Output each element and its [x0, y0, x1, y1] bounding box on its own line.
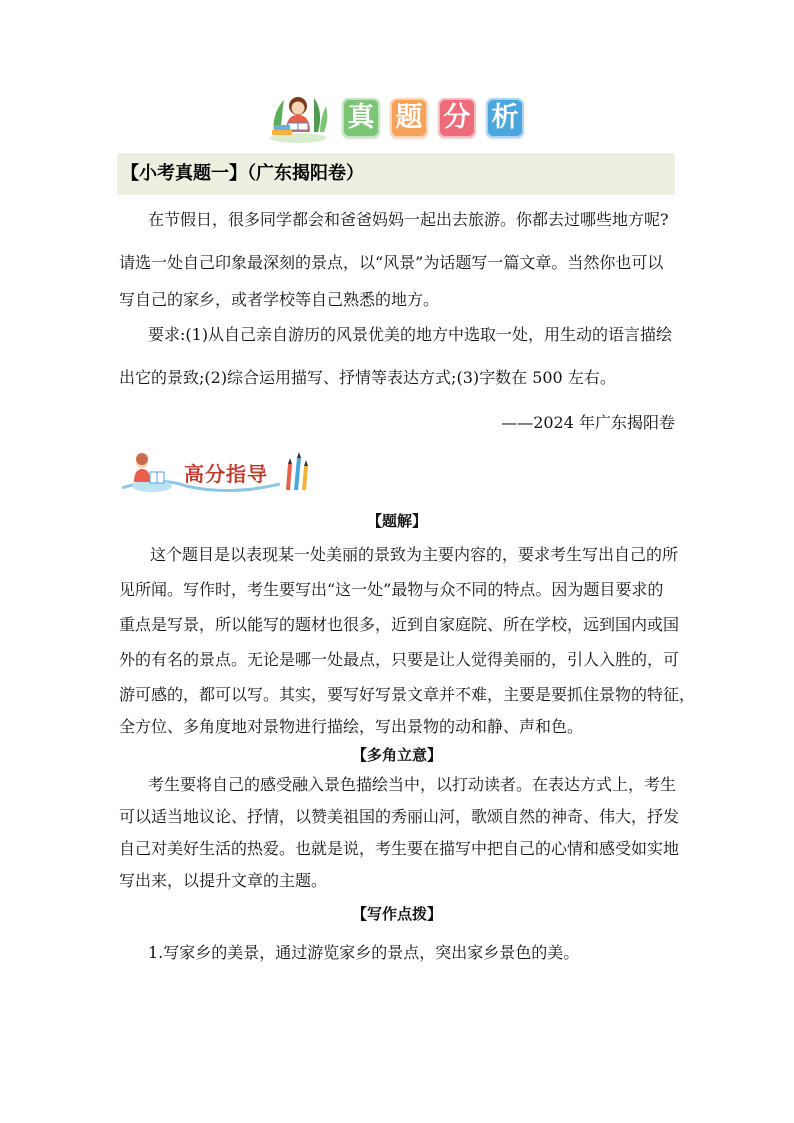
tijie-line: 游可感的，都可以写。其实，要写好写景文章并不难，主要是要抓住景物的特征，: [119, 685, 696, 704]
duojiao-line: 写出来，以提升文章的主题。: [119, 871, 328, 890]
duojiao-liyi-heading: 【多角立意】: [351, 746, 442, 764]
duojiao-line: 考生要将自己的感受融入景色描绘当中，以打动读者。在表达方式上，考生: [148, 775, 677, 794]
tijie-line: 全方位、多角度地对景物进行描绘，写出景物的动和静、声和色。: [119, 717, 584, 736]
tijie-line: 见所闻。写作时，考生要写出“这一处”最物与众不同的特点。因为题目要求的: [119, 580, 664, 599]
tijie-line: 这个题目是以表现某一处美丽的景致为主要内容的，要求考生写出自己的所: [150, 545, 679, 564]
section-title: 高分指导: [184, 462, 268, 486]
duojiao-line: 可以适当地议论、抒情，以赞美祖国的秀丽山河，歌颂自然的神奇、伟大，抒发: [119, 807, 680, 826]
zhenti-fenxi-banner: [268, 88, 538, 144]
question-line: 要求:(1)从自己亲自游历的风景优美的地方中选取一处，用生动的语言描绘: [148, 325, 673, 344]
banner-tile-fen: 分: [438, 98, 476, 138]
banner-tile-ti: 题: [390, 98, 428, 138]
tijie-line: 重点是写景，所以能写的题材也很多，近到自家庭院、所在学校，远到国内或国: [119, 615, 680, 634]
tijie-heading: 【题解】: [366, 512, 427, 530]
tijie-line: 外的有名的景点。无论是哪一处最点，只要是让人觉得美丽的，引人入胜的，可: [119, 650, 680, 669]
question-header: 【小考真题一】（广东揭阳卷）: [117, 153, 675, 195]
question-line: 请选一处自己印象最深刻的景点，以“风景”为话题写一篇文章。当然你也可以: [119, 253, 664, 272]
question-line: 在节假日，很多同学都会和爸爸妈妈一起出去旅游。你都去过哪些地方呢?: [148, 210, 669, 229]
reading-girl-illustration-icon: [268, 88, 332, 144]
question-line: 出它的景致;(2)综合运用描写、抒情等表达方式;(3)字数在 500 左右。: [119, 368, 616, 387]
question-source: ——2024 年广东揭阳卷: [501, 413, 675, 432]
duojiao-line: 自己对美好生活的热爱。也就是说，考生要在描写中把自己的心情和感受如实地: [119, 839, 680, 858]
banner-tile-xi: 析: [486, 98, 524, 138]
banner-tile-zhen: 真: [342, 98, 380, 138]
gaofen-zhidao-banner: [120, 448, 320, 498]
question-line: 写自己的家乡，或者学校等自己熟悉的地方。: [119, 290, 440, 309]
xiezuo-dianbo-heading: 【写作点拨】: [351, 905, 442, 923]
xiezuo-line: 1.写家乡的美景，通过游览家乡的景点，突出家乡景色的美。: [148, 943, 580, 962]
